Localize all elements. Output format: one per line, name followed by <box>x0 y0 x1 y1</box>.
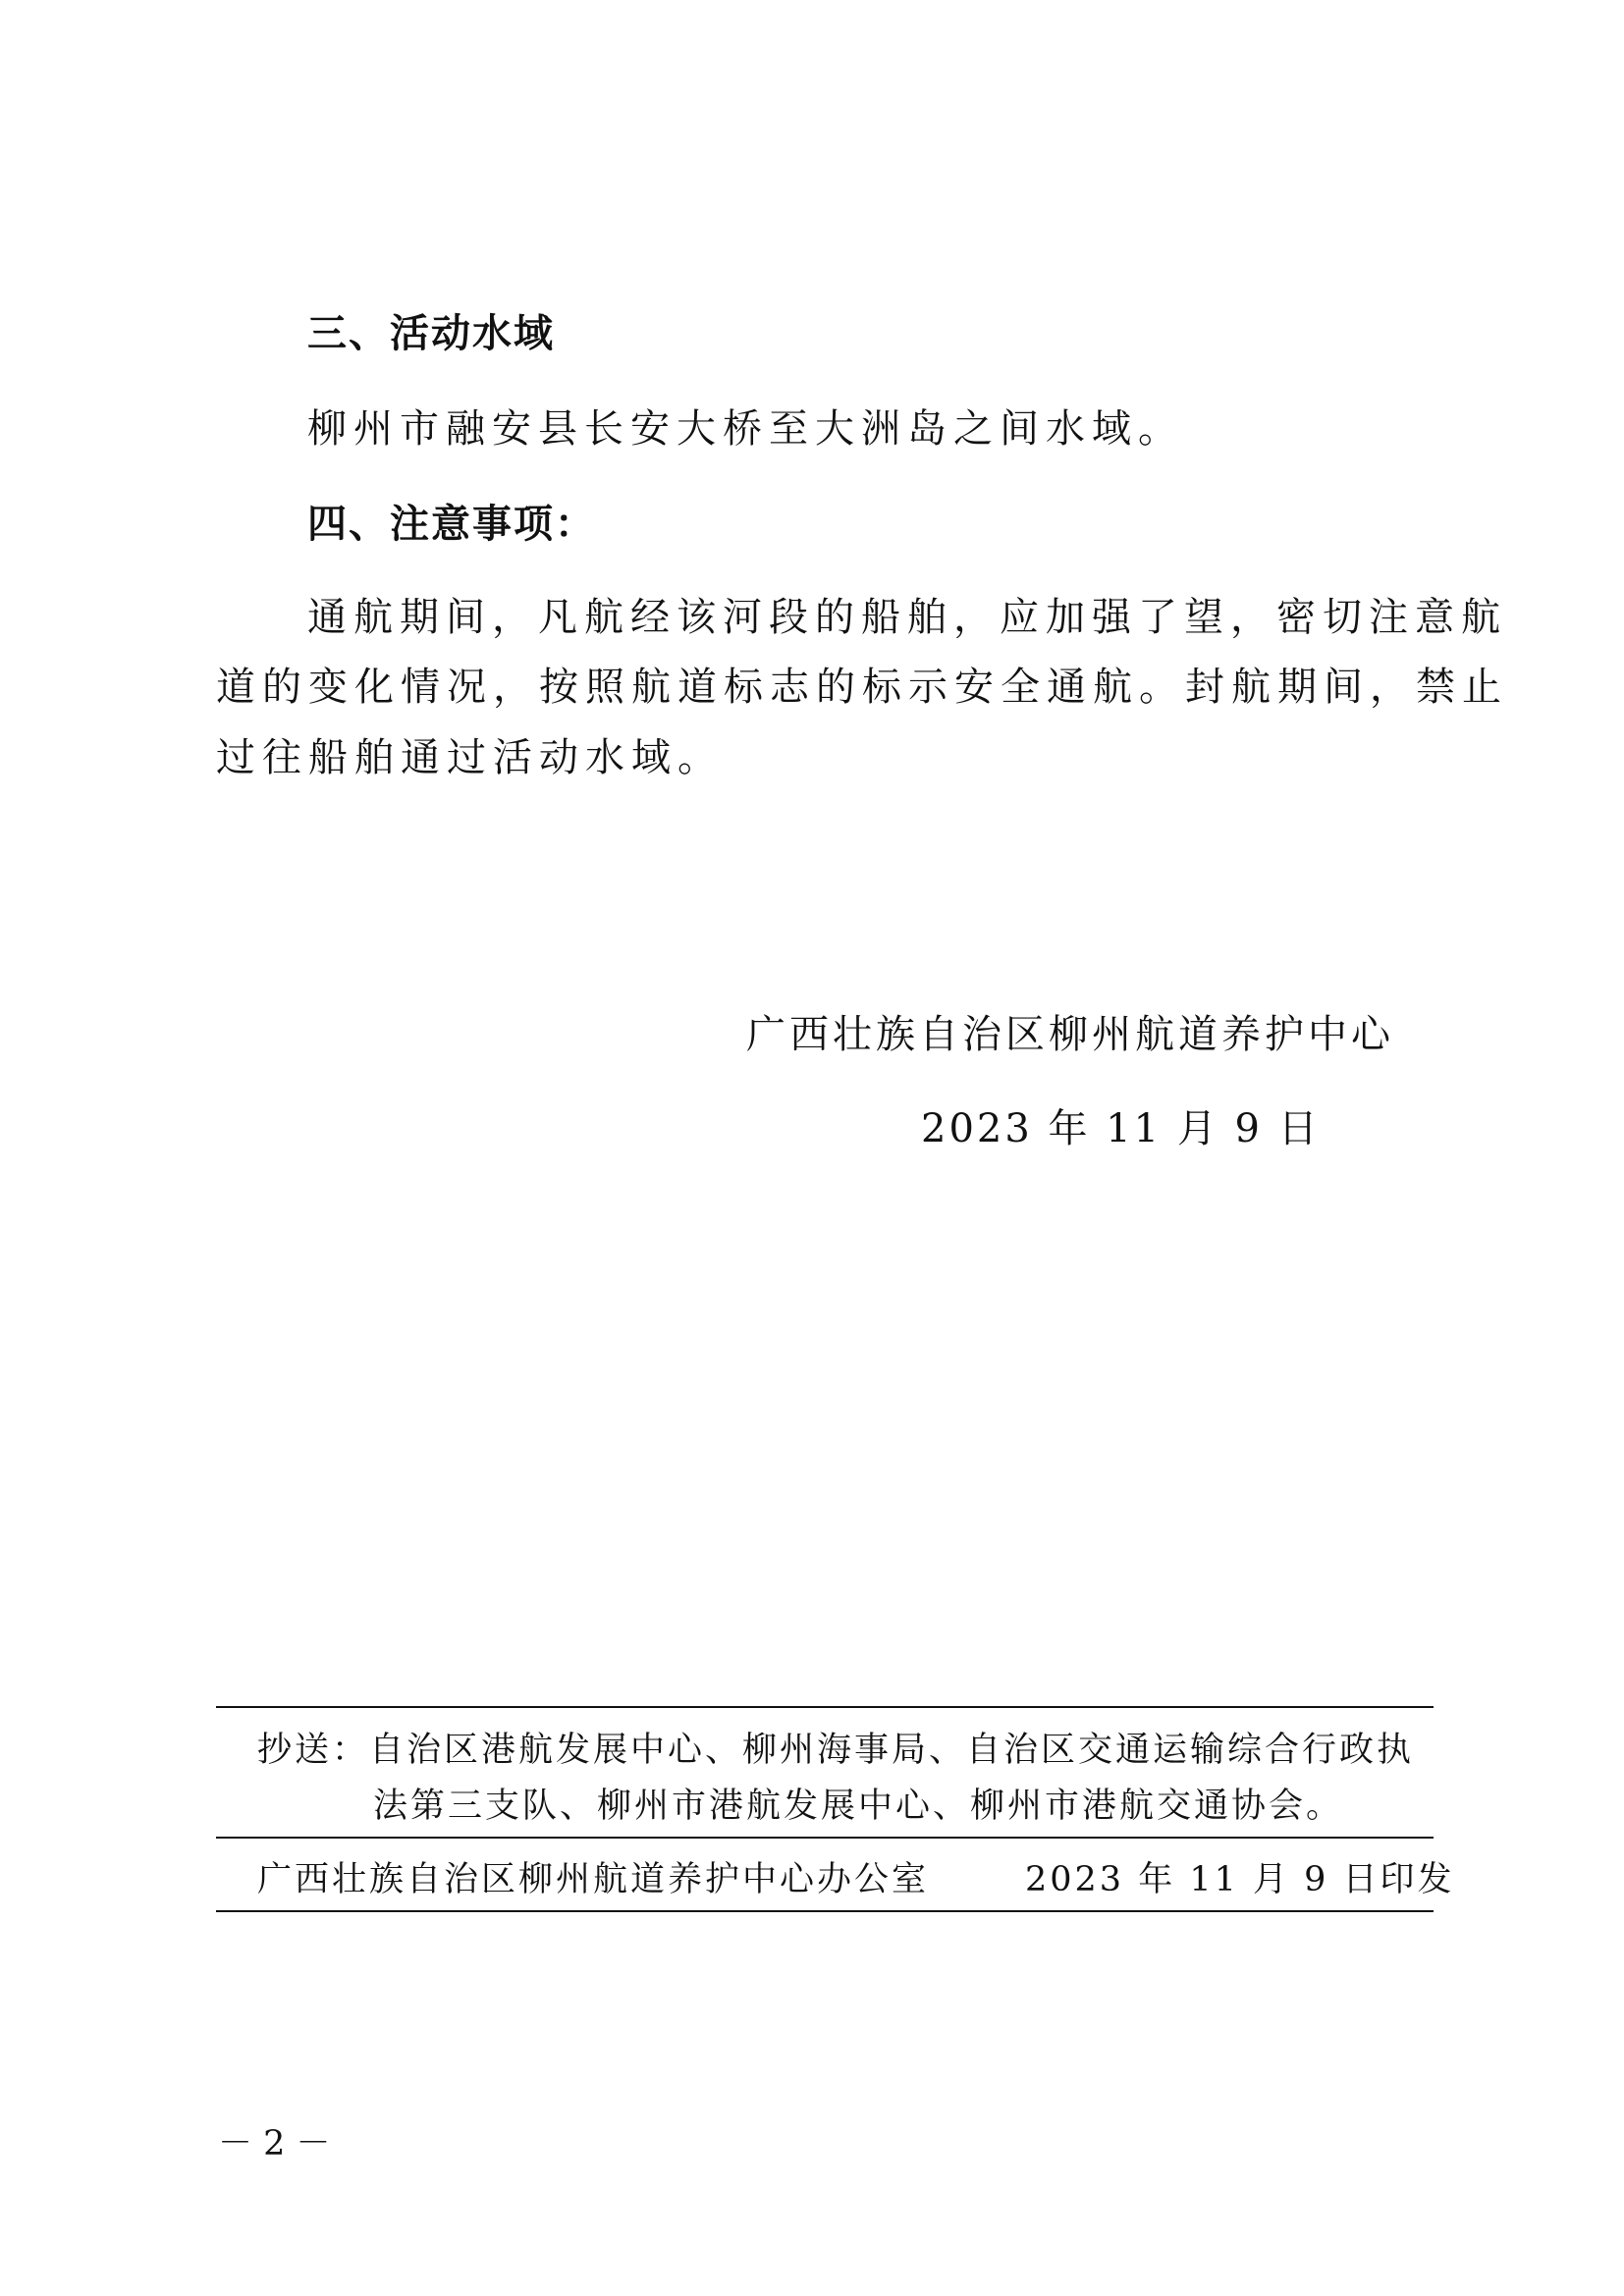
footer-middle-rule <box>216 1837 1434 1839</box>
signature-date: 2023 年 11 月 9 日 <box>921 1106 1321 1151</box>
section-4-line-1: 通航期间，凡航经该河段的船舶，应加强了望，密切注意航 <box>307 595 1507 640</box>
issue-date: 2023 年 11 月 9 日印发 <box>1025 1860 1455 1899</box>
section-4-line-3: 过往船舶通过活动水域。 <box>216 735 724 780</box>
cc-line-1: 抄送：自治区港航发展中心、柳州海事局、自治区交通运输综合行政执 <box>257 1731 1415 1770</box>
cc-line-2: 法第三支队、柳州市港航发展中心、柳州市港航交通协会。 <box>373 1787 1344 1826</box>
section-3-heading: 三、活动水域 <box>307 311 555 356</box>
signature-organization: 广西壮族自治区柳州航道养护中心 <box>746 1012 1394 1057</box>
section-4-line-2: 道的变化情况，按照航道标志的标示安全通航。封航期间，禁止 <box>216 665 1508 710</box>
issuer-name: 广西壮族自治区柳州航道养护中心办公室 <box>257 1860 930 1899</box>
section-3-body: 柳州市融安县长安大桥至大洲岛之间水域。 <box>307 406 1184 452</box>
section-4-heading: 四、注意事项： <box>307 502 596 547</box>
page-number: － 2 － <box>218 2124 331 2163</box>
footer-bottom-rule <box>216 1910 1434 1912</box>
footer-top-rule <box>216 1706 1434 1708</box>
